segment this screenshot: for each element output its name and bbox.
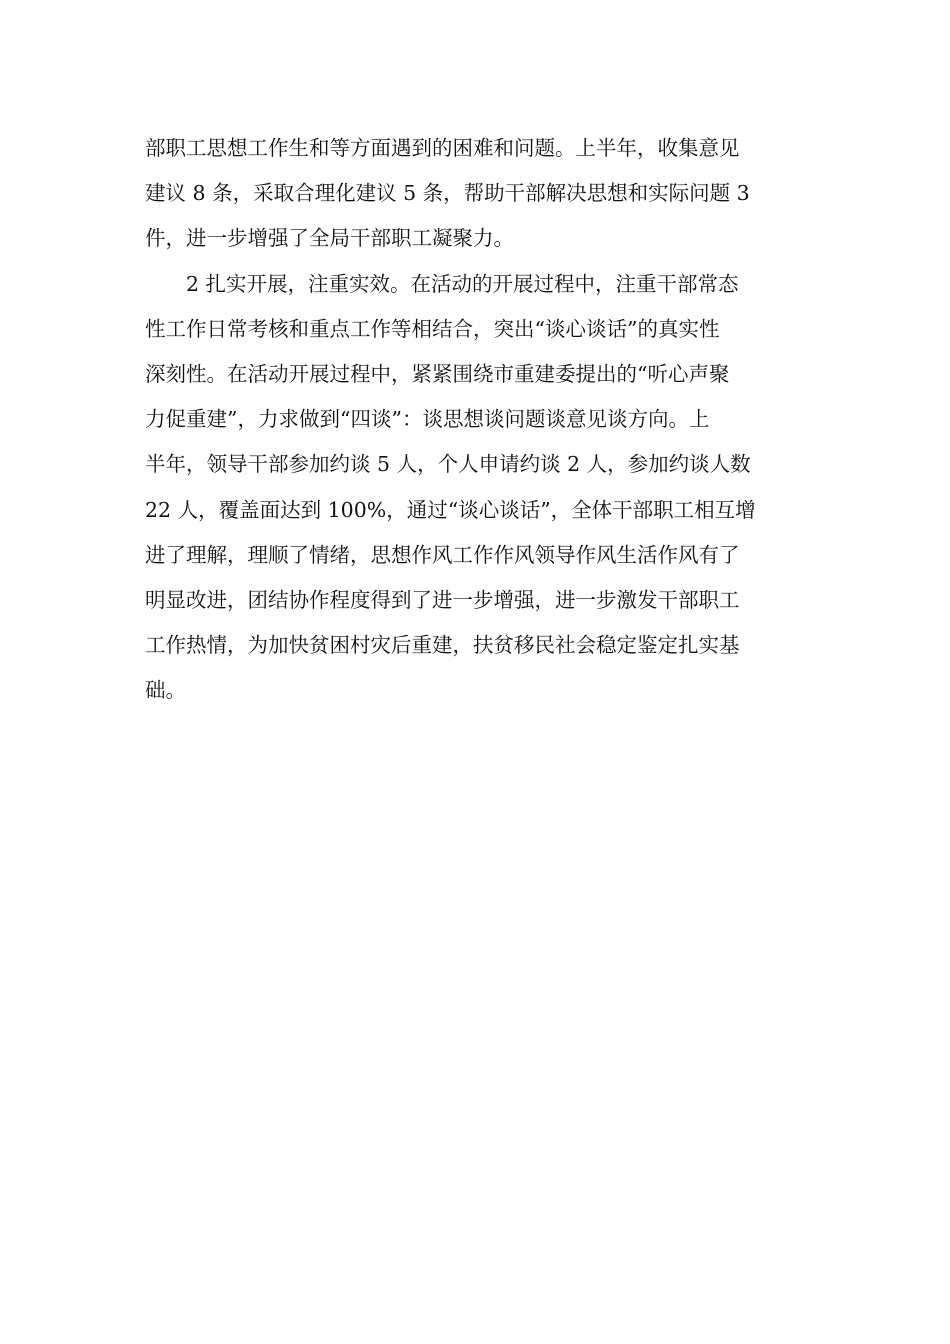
text-line: 建议 8 条，采取合理化建议 5 条，帮助干部解决思想和实际问题 3 bbox=[145, 181, 750, 206]
text-line: 工作热情，为加快贫困村灾后重建，扶贫移民社会稳定鉴定扎实基 bbox=[145, 633, 740, 658]
text-line: 础。 bbox=[145, 678, 186, 703]
document-body bbox=[145, 126, 805, 714]
text-line: 深刻性。在活动开展过程中，紧紧围绕市重建委提出的“听心声聚 bbox=[145, 362, 730, 387]
text-line: 件，进一步增强了全局干部职工凝聚力。 bbox=[145, 226, 514, 251]
text-line: 部职工思想工作生和等方面遇到的困难和问题。上半年，收集意见 bbox=[145, 136, 740, 160]
text-line: 2 扎实开展，注重实效。在活动的开展过程中，注重干部常态 bbox=[186, 271, 739, 296]
text-line: 明显改进，团结协作程度得到了进一步增强，进一步激发干部职工 bbox=[145, 588, 740, 613]
text-line: 半年，领导干部参加约谈 5 人，个人申请约谈 2 人，参加约谈人数 bbox=[145, 452, 751, 477]
paragraph-1 bbox=[145, 126, 805, 262]
text-line: 性工作日常考核和重点工作等相结合，突出“谈心谈话”的真实性 bbox=[145, 316, 720, 341]
paragraph-2 bbox=[145, 262, 805, 714]
text-line: 22 人，覆盖面达到 100%，通过“谈心谈话”，全体干部职工相互增 bbox=[145, 497, 756, 522]
text-line: 力促重建”，力求做到“四谈”：谈思想谈问题谈意见谈方向。上 bbox=[145, 407, 710, 432]
text-line: 进了理解，理顺了情绪，思想作风工作作风领导作风生活作风有了 bbox=[145, 542, 740, 567]
